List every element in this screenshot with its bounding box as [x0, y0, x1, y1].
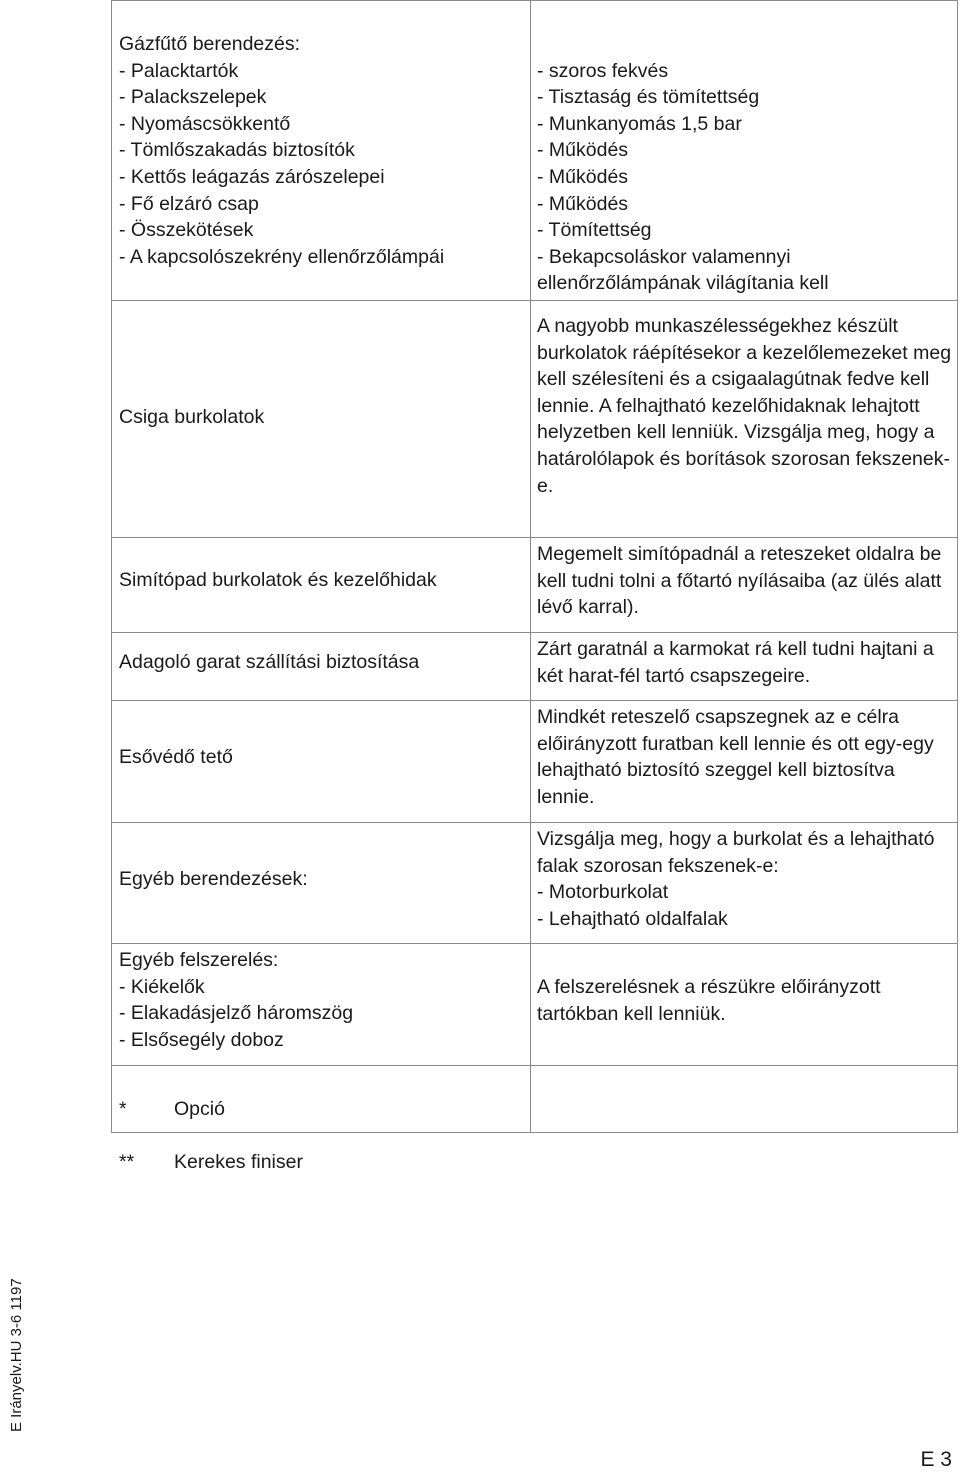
- row-item: Gázfűtő berendezés: - Palacktartók - Palackszelepek - Nyomáscsökkentő - Tömlőszakadás biztosítók - Kettős leágazás zárószelepei - Fő elzáró csap - Összekötések - A kapcsolószekrény ellenőrzőlámpái: [119, 33, 445, 268]
- page-number: E 3: [920, 1448, 952, 1471]
- row-check: A nagyobb munkaszélességekhez készült burkolatok ráépítésekor a kezelőlemezeket meg kell szélesíteni és a csigaalagútnak fedve kell lennie. A felhajtható kezelőhidaknak lehajtott helyzetben kell lenniük. Vizsgálja meg, hogy a határolólapok és borítások szorosan fekszenek-e.: [537, 315, 952, 497]
- row-item: Simítópad burkolatok és kezelőhidak: [119, 569, 437, 591]
- footnote: [119, 1149, 524, 1176]
- document-reference: E Irányelv.HU 3-6 1197: [8, 1278, 25, 1432]
- row-check: - szoros fekvés - Tisztaság és tömítettség - Munkanyomás 1,5 bar - Működés - Működés - Működés - Tömítettség - Bekapcsoláskor valamennyi ellenőrzőlámpának világítania kell: [537, 59, 829, 295]
- table-row-screed-covers: [112, 537, 957, 632]
- row-item: Esővédő tető: [119, 746, 233, 768]
- footnote-mark: *: [119, 1097, 127, 1120]
- row-check: Zárt garatnál a karmokat rá kell tudni hajtani a két harat-fél tartó csapszegeire.: [537, 638, 934, 687]
- row-item: Adagoló garat szállítási biztosítása: [119, 651, 420, 673]
- row-check: Megemelt simítópadnál a reteszeket oldalra be kell tudni tolni a főtartó nyílásaiba (az ülés alatt lévő karral).: [537, 543, 942, 619]
- table-row-footnotes: [112, 1065, 957, 1173]
- row-item: Csiga burkolatok: [119, 406, 265, 428]
- row-item: Egyéb berendezések:: [119, 868, 308, 890]
- table-row-other-equipment: [112, 822, 957, 943]
- row-item: Egyéb felszerelés: - Kiékelők - Elakadásjelző háromszög - Elsősegély doboz: [119, 949, 354, 1051]
- table-row-hopper-lock: [112, 632, 957, 700]
- footnote-text: Kerekes finiser: [174, 1150, 303, 1173]
- table-row-roof: [112, 700, 957, 822]
- table-row-auger-covers: [112, 300, 957, 537]
- footnote-mark: **: [119, 1150, 135, 1173]
- footnote-text: Opció: [174, 1097, 225, 1120]
- footnote: [119, 1096, 524, 1123]
- inspection-table: [111, 0, 958, 1173]
- row-check: Vizsgálja meg, hogy a burkolat és a lehajtható falak szorosan fekszenek-e: - Motorburkolat - Lehajtható oldalfalak: [537, 828, 935, 930]
- row-check: A felszerelésnek a részükre előirányzott tartókban kell lenniük.: [537, 976, 881, 1025]
- table-row-other-gear: [112, 943, 957, 1065]
- table-row-gas-heater: [112, 0, 957, 300]
- row-check: Mindkét reteszelő csapszegnek az e célra előirányzott furatban kell lennie és ott egy-egy lehajtható biztosító szeggel kell biztosítva lennie.: [537, 706, 934, 808]
- footnotes: [119, 1069, 524, 1202]
